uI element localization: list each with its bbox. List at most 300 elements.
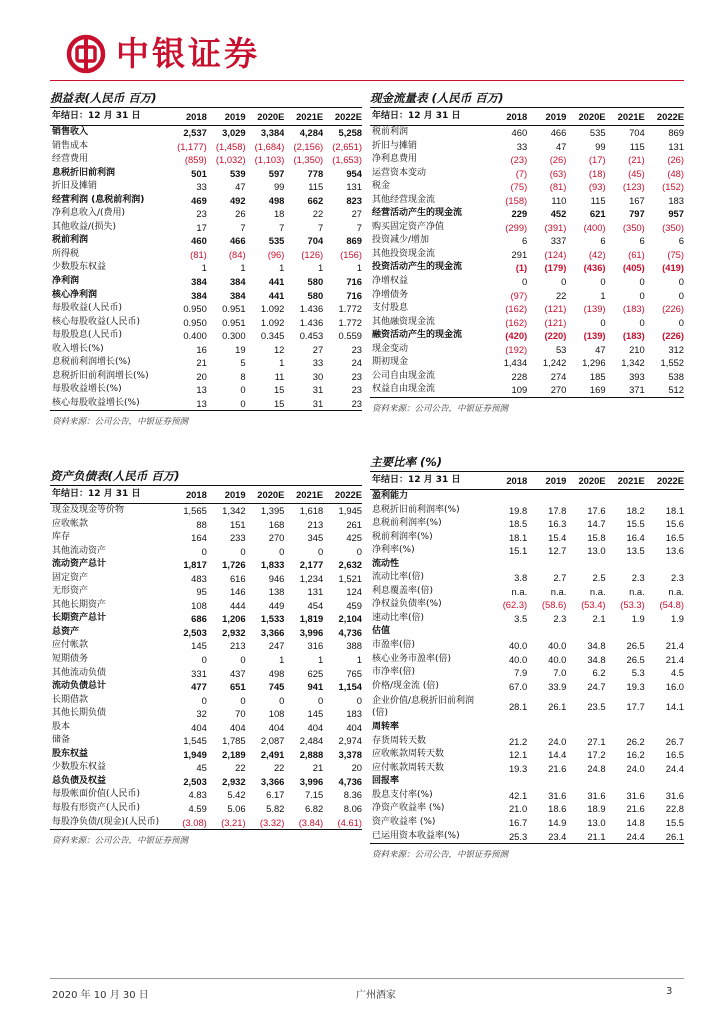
row-value: 45 [196, 762, 207, 774]
row-value: (1,458) [215, 140, 246, 152]
cashflow-statement-section [370, 88, 684, 414]
row-value: 3,366 [260, 626, 285, 638]
row-value: 616 [229, 572, 246, 584]
table-row [370, 721, 684, 735]
row-value: 21.2 [508, 735, 528, 747]
row-value: 131 [307, 586, 324, 598]
row-label: 其他经营现金流 [372, 194, 436, 205]
row-value: 0 [678, 275, 684, 287]
row-label: 投资活动产生的现金流 [372, 262, 463, 273]
row-value: n.a. [629, 585, 645, 597]
row-value: 12.1 [508, 749, 528, 761]
row-value: (419) [662, 262, 684, 274]
row-value: 0 [317, 694, 324, 706]
row-value: 460 [191, 235, 207, 247]
row-value [606, 558, 645, 572]
column-header-year: 2019 [207, 486, 246, 504]
row-value: 704 [629, 127, 645, 138]
row-value: 3,029 [222, 127, 246, 138]
table-row [370, 221, 684, 235]
row-value: 20 [196, 370, 207, 382]
row-value: 88 [196, 518, 207, 530]
table-row [370, 666, 684, 680]
row-label: 现金变动 [372, 343, 409, 354]
table-row [50, 207, 362, 221]
column-header-label: 年结日：12 月 31 日 [50, 486, 168, 504]
row-value: 0.950 [183, 303, 207, 315]
row-value: 33.9 [548, 680, 567, 692]
row-value: 7 [317, 221, 324, 233]
row-value: 0 [600, 275, 606, 287]
row-label: 股本 [52, 721, 71, 732]
row-value: (81) [549, 181, 567, 193]
cashflow-statement-table [370, 108, 684, 398]
row-value: (1,032) [215, 154, 246, 166]
row-value: (97) [510, 289, 528, 301]
row-value: 704 [307, 235, 324, 247]
table-header-row [370, 472, 684, 490]
row-value [566, 775, 605, 789]
row-value: 0 [356, 545, 362, 557]
row-value: 23.5 [587, 701, 606, 713]
row-value: (400) [583, 221, 606, 233]
row-value: 24 [351, 357, 362, 369]
table-row [50, 397, 362, 411]
table-row [50, 180, 362, 194]
row-value: (436) [583, 262, 606, 274]
row-value: 13.0 [587, 545, 606, 557]
brand-logo [66, 32, 260, 76]
row-value: 274 [550, 370, 567, 382]
row-value: 404 [229, 721, 246, 733]
income-source-note: 资料来源：公司公告，中银证券预测 [52, 417, 189, 428]
row-value: (54.8) [659, 599, 684, 611]
row-value: 745 [268, 681, 285, 693]
row-label: 价格/现金流 (倍) [372, 680, 439, 691]
row-value: 2,087 [260, 735, 285, 747]
table-row [50, 167, 362, 181]
row-value: 23 [351, 384, 362, 396]
row-value: 24.7 [587, 680, 606, 692]
row-value: 108 [268, 708, 285, 720]
row-value: 1,552 [660, 357, 684, 369]
row-value: 31.6 [626, 789, 645, 801]
row-value: 0 [678, 289, 684, 301]
row-value: 0.559 [338, 330, 362, 342]
row-value: 716 [346, 275, 362, 287]
row-value: 662 [307, 194, 324, 206]
column-header-year: 2022E [645, 108, 684, 126]
table-row [370, 531, 684, 545]
table-row [50, 302, 362, 316]
row-value: 270 [527, 383, 566, 397]
row-value: 501 [191, 167, 207, 179]
row-value: 2.1 [592, 612, 606, 624]
row-value: (405) [622, 262, 645, 274]
row-value: 686 [191, 613, 207, 625]
table-row [370, 343, 684, 357]
footer-divider [50, 978, 684, 979]
row-value [566, 558, 605, 572]
table-row [50, 275, 362, 289]
row-value: (859) [184, 154, 207, 166]
row-value [527, 490, 566, 504]
table-row [370, 748, 684, 762]
row-value: 580 [307, 275, 324, 287]
table-row [370, 762, 684, 776]
row-value [566, 490, 605, 504]
row-value: 2,189 [222, 748, 246, 760]
row-value: 33 [312, 357, 324, 369]
row-label: 销售收入 [52, 127, 89, 137]
row-value: (2,156) [293, 140, 324, 152]
row-label: 总负债及权益 [52, 775, 107, 786]
row-value: 0 [201, 545, 207, 557]
row-value: 0.951 [222, 303, 246, 315]
row-value: 0.951 [222, 316, 246, 328]
row-value: 0 [639, 316, 645, 328]
row-value [606, 490, 645, 504]
row-value: 0 [279, 694, 285, 706]
row-value: 115 [590, 194, 606, 206]
row-value: 5.3 [631, 667, 645, 679]
row-value: 22 [555, 289, 567, 301]
row-value: 0 [240, 694, 246, 706]
row-value: 164 [191, 532, 207, 544]
row-value: 0 [240, 384, 246, 396]
row-value: (350) [662, 221, 684, 233]
row-value: (1,177) [177, 140, 207, 152]
column-header-year: 2020E [246, 486, 285, 504]
row-value: 6.82 [304, 803, 324, 814]
row-value: 4,736 [338, 626, 362, 638]
row-label: 核心每股收益(人民币) [52, 316, 141, 327]
row-value: 26.1 [548, 701, 567, 713]
row-label: 息税折旧前利润增长(%) [52, 370, 149, 381]
row-label: 税前利润率(%) [372, 531, 433, 542]
row-value: 115 [308, 181, 324, 193]
row-value: (1,350) [293, 154, 324, 166]
row-value: 538 [668, 370, 684, 382]
row-value: 8.06 [343, 803, 362, 814]
row-value: 466 [229, 235, 246, 247]
row-label: 应付帐款周转天数 [372, 762, 445, 773]
row-value: (62.3) [502, 599, 528, 611]
row-value: 0 [356, 694, 362, 706]
row-value: 6 [678, 235, 684, 247]
table-row [370, 830, 684, 844]
row-value: 15.8 [587, 531, 606, 543]
row-value: 2,932 [222, 626, 246, 638]
row-value [645, 490, 684, 504]
row-label: 每股收益增长(%) [52, 384, 122, 395]
row-value: 625 [307, 667, 324, 679]
table-row [370, 625, 684, 639]
row-value: 454 [307, 599, 324, 611]
table-row [50, 343, 362, 357]
row-value: 7.0 [553, 667, 567, 679]
row-value: 7.9 [514, 667, 528, 679]
ratios-section [370, 452, 684, 860]
row-value: 22 [235, 762, 246, 774]
row-value: 26.1 [645, 830, 684, 844]
table-row [370, 775, 684, 789]
row-value: 477 [191, 681, 207, 693]
row-value: 1,533 [260, 613, 285, 625]
table-row [370, 234, 684, 248]
row-value: 1.436 [299, 316, 324, 328]
row-label: 净资产收益率 (%) [372, 803, 445, 814]
row-value: 15 [273, 384, 285, 396]
income-statement-table [50, 108, 362, 411]
table-row [50, 734, 362, 748]
row-value: 449 [268, 599, 285, 611]
table-row [50, 383, 362, 397]
row-value: (81) [190, 248, 207, 260]
row-value: 13.5 [626, 545, 645, 557]
row-label: 息税前利润率(%) [372, 518, 442, 529]
table-row [50, 694, 362, 708]
row-value: 115 [629, 140, 645, 152]
row-label: 核心净利润 [52, 289, 98, 300]
row-value: (75) [667, 248, 684, 260]
row-value: (1,684) [254, 140, 285, 152]
column-header-year: 2022E [323, 486, 362, 504]
row-value: 229 [511, 208, 528, 220]
row-label: 息税前利润增长(%) [52, 357, 131, 368]
row-value: 15 [246, 397, 285, 411]
table-row [50, 221, 362, 235]
table-row [50, 775, 362, 789]
row-value: 597 [268, 167, 285, 179]
row-value: (1) [515, 262, 528, 274]
row-label: 应收帐款周转天数 [372, 749, 445, 760]
column-header-year: 2020E [566, 108, 605, 126]
row-value: (26) [549, 154, 567, 166]
table-row [370, 180, 684, 194]
row-value: 2,484 [299, 735, 324, 747]
row-value: 21.6 [626, 803, 645, 815]
row-value: (391) [544, 221, 567, 233]
row-value: 95 [196, 586, 207, 598]
row-value: (139) [583, 303, 606, 315]
bank-of-china-logo-icon [66, 34, 106, 74]
row-value [527, 558, 566, 572]
row-value [645, 775, 684, 789]
row-value: 169 [566, 383, 605, 397]
row-value: 3,996 [299, 626, 324, 638]
row-value: (42) [588, 248, 606, 260]
row-value: 345 [307, 532, 324, 544]
row-value: 12.7 [548, 545, 567, 557]
row-value: 14.8 [626, 817, 645, 828]
row-value: 21.4 [665, 653, 684, 665]
row-value: 316 [307, 640, 324, 652]
row-label: 速动比率(倍) [372, 612, 425, 623]
row-value: 4,736 [338, 775, 362, 787]
row-value: 23.4 [527, 830, 566, 844]
row-value: 1,521 [338, 572, 362, 584]
table-row [50, 329, 362, 343]
balance-sheet-section [50, 466, 362, 846]
row-label: 税金 [372, 181, 391, 192]
row-value: 40.0 [548, 639, 567, 651]
row-label: 经营活动产生的现金流 [372, 208, 463, 219]
column-header-year: 2020E [566, 472, 605, 490]
table-row [370, 639, 684, 653]
row-value: 31.6 [548, 789, 567, 801]
row-value: 0.950 [183, 316, 207, 328]
row-value: 0 [207, 397, 246, 411]
column-header-year: 2019 [207, 108, 246, 126]
row-value: 0 [561, 275, 567, 287]
row-value: 1 [317, 653, 324, 665]
row-value: 460 [511, 127, 528, 138]
row-label: 少数股东权益 [52, 262, 107, 273]
row-value: 1.436 [299, 303, 324, 315]
row-value: 823 [346, 194, 362, 206]
row-value: (2,651) [332, 140, 362, 152]
row-label: 息税折旧前利润 [52, 167, 116, 178]
row-value: 47 [595, 343, 606, 355]
row-value: 151 [229, 518, 246, 530]
row-value: 331 [191, 667, 207, 679]
income-statement-title: 损益表(人民币 百万) [50, 88, 362, 108]
row-value: 99 [595, 140, 606, 152]
table-row [50, 153, 362, 167]
row-value: 459 [346, 599, 362, 611]
row-value: 2.3 [631, 572, 645, 584]
table-row [370, 194, 684, 208]
row-value: 16.2 [626, 749, 645, 761]
row-value: 13.0 [587, 817, 606, 828]
row-value: 1,234 [299, 572, 324, 584]
table-row [370, 167, 684, 181]
row-value: (4.61) [323, 816, 362, 830]
row-value: (45) [628, 167, 645, 179]
row-value: 1,342 [621, 357, 645, 369]
row-label: 无形资产 [52, 586, 89, 597]
row-value: 337 [550, 235, 567, 247]
row-value: 869 [668, 127, 684, 138]
row-value: 21.6 [548, 762, 567, 774]
row-value: 0 [317, 545, 324, 557]
row-value: 2,974 [338, 735, 362, 747]
table-row [50, 572, 362, 586]
row-label: 流动资产总计 [52, 559, 107, 570]
row-value [488, 775, 527, 789]
row-label: 核心业务市盈率(倍) [372, 653, 452, 664]
column-header-year: 2022E [323, 108, 362, 126]
row-value: 146 [229, 586, 246, 598]
row-value: 270 [268, 532, 285, 544]
row-label: 折旧与摊销 [372, 140, 418, 151]
row-value: 2,537 [183, 127, 207, 138]
row-label: 已运用资本收益率(%) [370, 830, 488, 844]
row-value: 3,996 [299, 775, 324, 787]
row-value: 40.0 [508, 639, 528, 651]
row-value: (152) [662, 181, 684, 193]
table-row [50, 639, 362, 653]
row-value [606, 775, 645, 789]
row-value: 15.5 [665, 817, 684, 828]
table-row [370, 571, 684, 585]
row-value: 19.8 [508, 504, 528, 516]
table-row [50, 585, 362, 599]
table-row [50, 504, 362, 518]
table-row [370, 207, 684, 221]
row-value: 233 [229, 532, 246, 544]
table-row [50, 518, 362, 532]
row-value: 213 [307, 518, 324, 530]
table-row [370, 289, 684, 303]
row-value: 371 [606, 383, 645, 397]
row-label: 利息覆盖率(倍) [372, 585, 434, 596]
row-label: 少数股东权益 [52, 762, 107, 773]
row-value: (121) [544, 303, 567, 315]
row-label: 现金及现金等价物 [52, 505, 125, 515]
row-label: 净利息收入/(费用) [52, 208, 126, 219]
row-value: 124 [346, 586, 362, 598]
row-value: 210 [629, 343, 645, 355]
row-label: 运营资本变动 [372, 167, 427, 178]
row-label: 固定资产 [52, 572, 89, 583]
row-value: 437 [229, 667, 246, 679]
row-value: 1 [201, 262, 207, 274]
row-value: 31.6 [587, 789, 606, 801]
row-value: 183 [668, 194, 684, 206]
column-header-year: 2022E [645, 472, 684, 490]
row-label: 流动比率(倍) [372, 572, 425, 583]
column-header-year: 2019 [527, 108, 566, 126]
row-value: 778 [307, 167, 324, 179]
row-value: 24.4 [665, 762, 684, 774]
row-label: 净利率(%) [372, 545, 415, 556]
row-value: (179) [544, 262, 567, 274]
row-value: 13 [196, 384, 207, 396]
row-value: (75) [510, 181, 528, 193]
row-value: 40.0 [508, 653, 528, 665]
table-row [50, 721, 362, 735]
table-row [370, 261, 684, 275]
row-value: 26.5 [626, 653, 645, 665]
row-value: 19.3 [626, 680, 645, 692]
row-value: 34.8 [587, 639, 606, 651]
row-value: 23 [351, 343, 362, 355]
row-value: 2,104 [338, 613, 362, 625]
row-value: 67.0 [508, 680, 528, 692]
table-row [370, 126, 684, 140]
row-value: (17) [588, 154, 606, 166]
row-value: 108 [191, 599, 207, 611]
row-label: 每股有形资产(人民币) [52, 803, 141, 813]
row-label: 应收帐款 [52, 518, 89, 529]
row-value: 32 [196, 708, 207, 720]
table-row [370, 316, 684, 330]
table-row [50, 248, 362, 262]
row-label: 每股净负债/(现金)(人民币) [50, 816, 168, 830]
row-value: (84) [228, 248, 246, 260]
row-value: 0 [521, 275, 528, 287]
row-label: 每股收益(人民币) [52, 303, 123, 314]
row-value [606, 625, 645, 639]
row-value: (124) [544, 248, 567, 260]
row-value: 16.5 [665, 531, 684, 543]
row-value: (26) [667, 154, 684, 166]
table-row [370, 383, 684, 397]
row-value: 12 [273, 343, 285, 355]
row-value [488, 490, 527, 504]
